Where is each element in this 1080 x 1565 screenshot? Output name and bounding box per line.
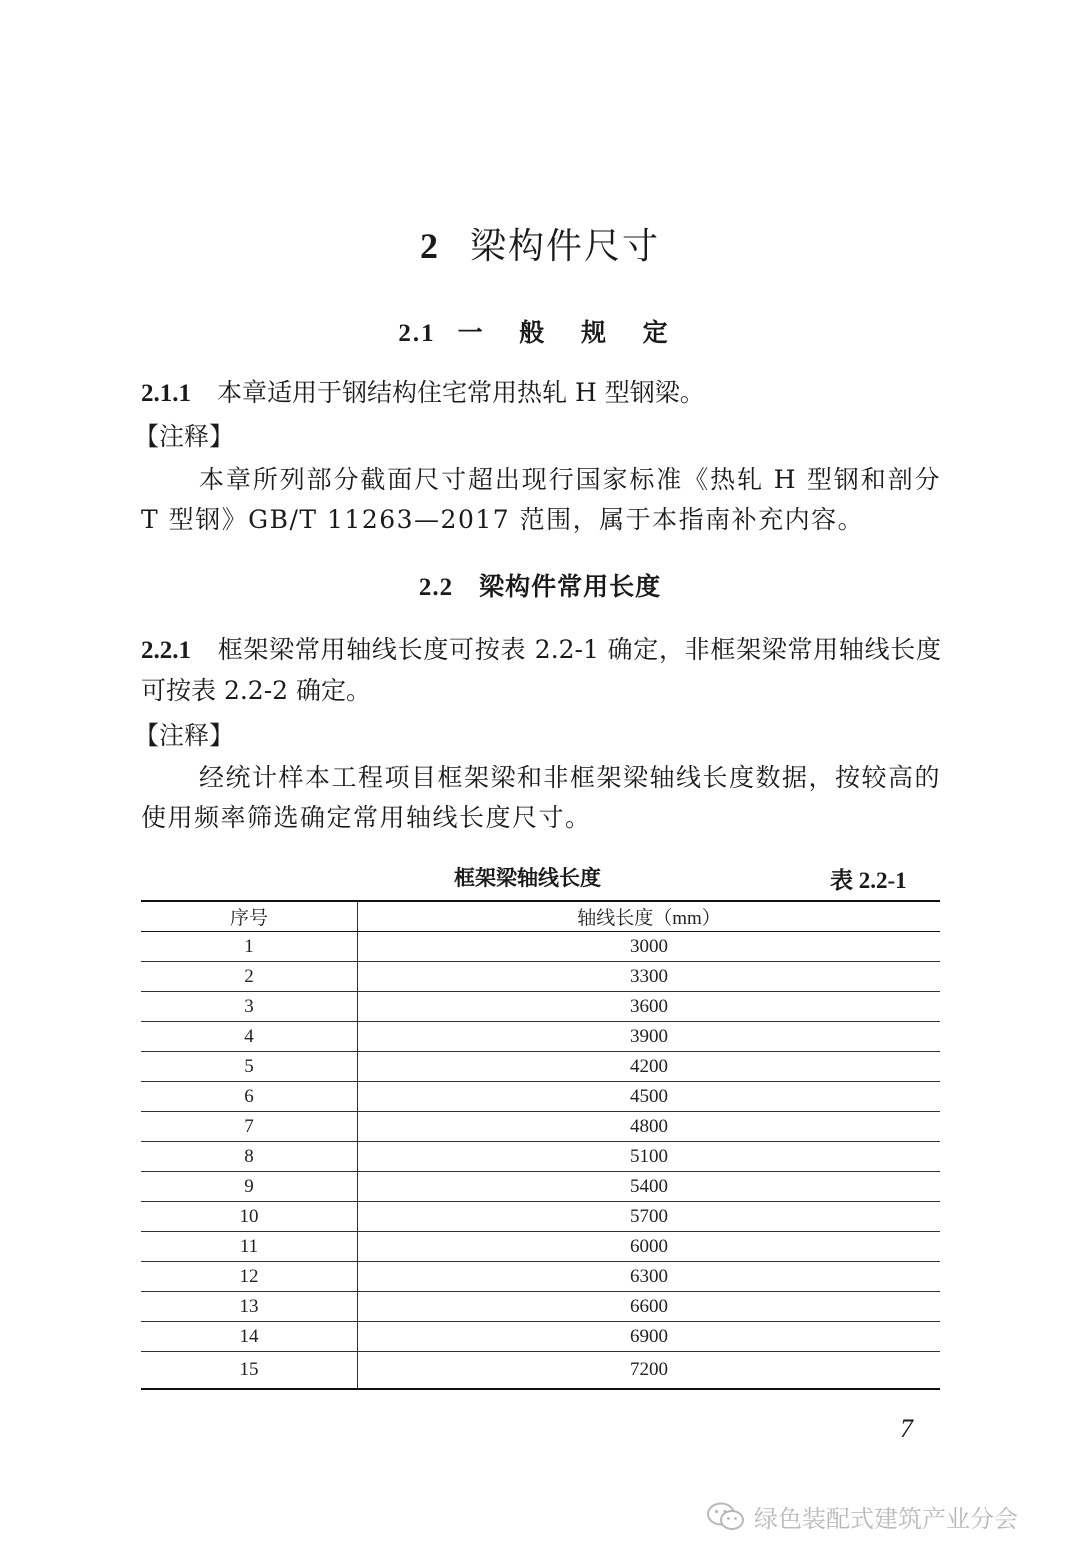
chapter-title	[0, 218, 1080, 269]
cell-index: 1	[141, 932, 358, 962]
table-row	[141, 1022, 940, 1052]
cell-axis-length: 6600	[358, 1292, 941, 1322]
page-number: 7	[900, 1414, 913, 1443]
table-row	[141, 1232, 940, 1262]
clause-number: 2.2.1	[141, 637, 191, 664]
section-number: 2.2	[418, 574, 454, 601]
cell-axis-length: 3000	[358, 932, 941, 962]
clause-text: 框架梁常用轴线长度可按表 2.2-1 确定，非框架梁常用轴线长度可按表 2.2-2 确定。	[141, 635, 941, 705]
table-row	[141, 1352, 940, 1390]
column-header-index: 序号	[141, 901, 358, 932]
cell-axis-length: 4800	[358, 1112, 941, 1142]
note-label: 【注释】	[134, 721, 235, 750]
cell-axis-length: 5400	[358, 1172, 941, 1202]
column-header-length: 轴线长度（mm）	[358, 901, 941, 932]
clause-2-1-1	[141, 373, 941, 414]
section-heading-2-1	[0, 313, 1080, 349]
cell-axis-length: 6900	[358, 1322, 941, 1352]
cell-axis-length: 3300	[358, 962, 941, 992]
table-header-row	[141, 901, 940, 932]
note-text: 经统计样本工程项目框架梁和非框架梁轴线长度数据，按较高的使用频率筛选确定常用轴线长度尺寸。	[141, 763, 942, 832]
table-row	[141, 1172, 940, 1202]
cell-index: 2	[141, 962, 358, 992]
cell-index: 10	[141, 1202, 358, 1232]
cell-axis-length: 5100	[358, 1142, 941, 1172]
section-number: 2.1	[398, 320, 436, 347]
table-row	[141, 1112, 940, 1142]
cell-index: 12	[141, 1262, 358, 1292]
table-row	[141, 1082, 940, 1112]
table-row	[141, 1202, 940, 1232]
section-heading-2-2	[0, 567, 1080, 603]
cell-index: 13	[141, 1292, 358, 1322]
cell-axis-length: 6000	[358, 1232, 941, 1262]
cell-index: 11	[141, 1232, 358, 1262]
section-title: 梁构件常用长度	[479, 572, 662, 601]
axis-length-table	[141, 900, 940, 1390]
cell-index: 9	[141, 1172, 358, 1202]
clause-text: 本章适用于钢结构住宅常用热轧 H 型钢梁。	[217, 378, 705, 407]
table-code: 表 2.2-1	[830, 868, 907, 893]
chapter-number: 2	[419, 226, 440, 266]
cell-axis-length: 4200	[358, 1052, 941, 1082]
table-row	[141, 932, 940, 962]
note-label: 【注释】	[134, 422, 235, 451]
cell-axis-length: 5700	[358, 1202, 941, 1232]
cell-axis-length: 3600	[358, 992, 941, 1022]
wechat-icon	[706, 1501, 746, 1533]
note-text: 本章所列部分截面尺寸超出现行国家标准《热轧 H 型钢和剖分 T 型钢》GB/T 11263—2017 范围，属于本指南补充内容。	[141, 465, 941, 534]
cell-index: 6	[141, 1082, 358, 1112]
cell-axis-length: 4500	[358, 1082, 941, 1112]
cell-index: 7	[141, 1112, 358, 1142]
clause-2-2-1	[141, 630, 941, 711]
cell-index: 14	[141, 1322, 358, 1352]
cell-axis-length: 7200	[358, 1352, 941, 1390]
table-row	[141, 962, 940, 992]
cell-index: 5	[141, 1052, 358, 1082]
cell-index: 4	[141, 1022, 358, 1052]
clause-number: 2.1.1	[141, 380, 191, 407]
section-title: 一 般 规 定	[457, 318, 682, 347]
table-row	[141, 1052, 940, 1082]
table-row	[141, 1142, 940, 1172]
cell-axis-length: 6300	[358, 1262, 941, 1292]
watermark-text: 绿色装配式建筑产业分会	[754, 1505, 1018, 1533]
table-title: 框架梁轴线长度	[454, 866, 601, 890]
cell-axis-length: 3900	[358, 1022, 941, 1052]
chapter-title-text: 梁构件尺寸	[469, 226, 660, 267]
cell-index: 8	[141, 1142, 358, 1172]
table-row	[141, 992, 940, 1022]
cell-index: 3	[141, 992, 358, 1022]
watermark	[706, 1499, 1018, 1534]
table-row	[141, 1322, 940, 1352]
cell-index: 15	[141, 1352, 358, 1390]
table-row	[141, 1292, 940, 1322]
table-row	[141, 1262, 940, 1292]
